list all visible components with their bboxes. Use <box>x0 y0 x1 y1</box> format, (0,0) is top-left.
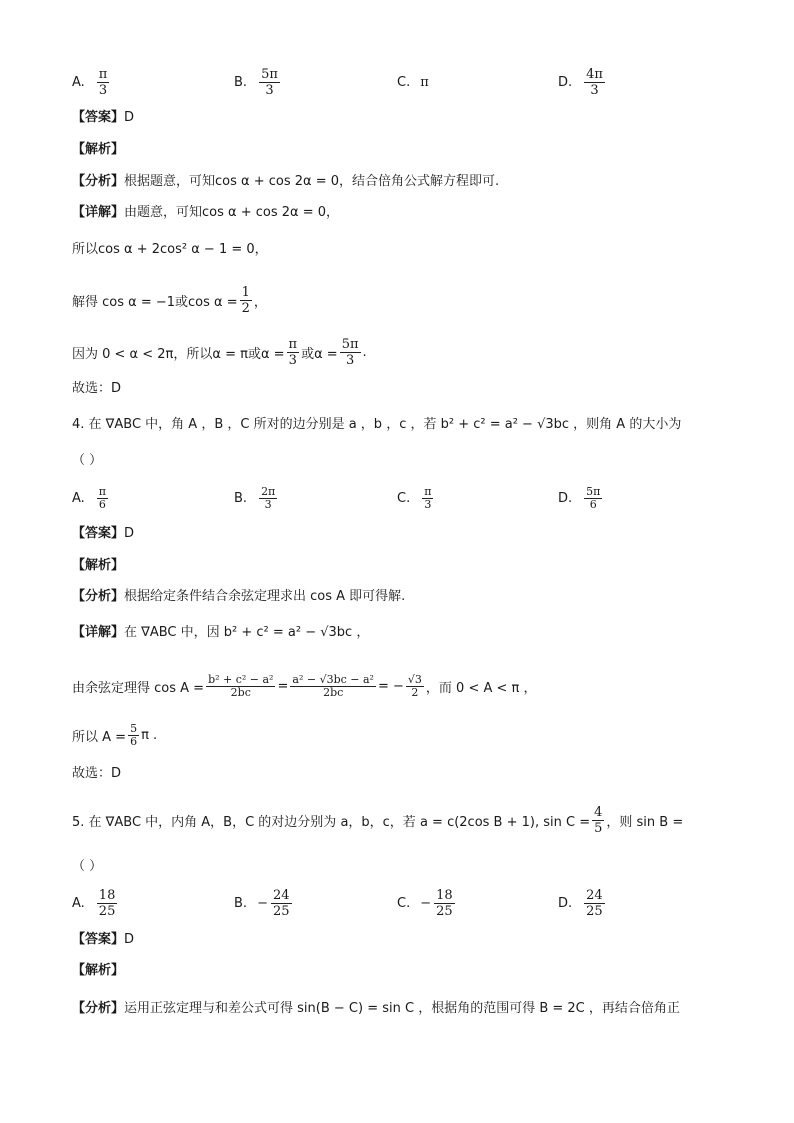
q4-analysis-tag <box>72 557 124 575</box>
answer-value: D <box>124 110 135 125</box>
q3-option-d <box>558 61 607 103</box>
fraction-denominator: 2 <box>411 685 419 699</box>
step-text: . <box>362 344 367 360</box>
q3-option-c <box>397 61 429 103</box>
fraction-numerator: 5π <box>341 336 359 352</box>
option-label: A. <box>72 490 85 506</box>
question-stem: ，则 sin B = <box>606 814 684 830</box>
option-value: π <box>420 74 429 90</box>
q3-xiangjie <box>72 204 339 222</box>
q4-options <box>72 477 732 519</box>
fraction-denominator: 25 <box>272 903 290 919</box>
q3-answer <box>72 109 134 127</box>
xiangjie-text: 由题意，可知cos α + cos 2α = 0， <box>124 205 340 220</box>
minus-sign: − <box>257 895 268 911</box>
option-label: D. <box>558 74 573 90</box>
q4-stem <box>72 416 681 434</box>
fraction-denominator: 3 <box>264 497 272 511</box>
fraction-denominator: 25 <box>436 903 453 919</box>
q5-analysis-tag <box>72 962 124 980</box>
analysis-tag: 【解析】 <box>72 558 125 573</box>
q5-answer <box>72 931 134 949</box>
q3-fenxi <box>72 173 499 191</box>
q3-option-a <box>72 61 111 103</box>
q3-option-b <box>234 61 282 103</box>
fenxi-text: 运用正弦定理与和差公式可得 sin(B − C) = sin C ，根据角的范围可得 B = 2C ，再结合倍角正 <box>124 1001 680 1016</box>
q3-step1 <box>72 241 268 259</box>
step-text: 所以cos α + 2cos² α − 1 = 0， <box>72 242 268 257</box>
fraction-numerator: π <box>98 66 108 82</box>
conclusion-text: 故选：D <box>72 381 122 396</box>
q3-analysis-tag <box>72 141 124 159</box>
fraction-denominator: 5 <box>594 820 603 836</box>
step-text: 由余弦定理得 cos A = <box>72 680 205 696</box>
equals-sign: = − <box>377 678 404 694</box>
q4-paren <box>72 452 102 470</box>
fraction-denominator: 3 <box>424 497 432 511</box>
q5-option-c <box>397 882 457 924</box>
q4-conclusion <box>72 765 121 783</box>
option-label: B. <box>234 74 248 90</box>
answer-tag: 【答案】 <box>72 526 125 541</box>
fraction-denominator: 6 <box>589 497 597 511</box>
fraction-denominator: 2bc <box>323 685 344 699</box>
step-text: 因为 0 < α < 2π，所以α = π或α = <box>72 346 285 362</box>
q4-option-c <box>397 477 435 519</box>
fraction-numerator: 1 <box>241 284 250 300</box>
equals-sign: = <box>277 678 289 694</box>
fraction-numerator: 5π <box>586 484 601 498</box>
answer-blank: （ ） <box>72 453 103 468</box>
fraction-numerator: 18 <box>98 887 116 903</box>
option-label: A. <box>72 74 85 90</box>
q4-xiangjie <box>72 624 369 642</box>
xiangjie-text: 在 ∇ABC 中，因 b² + c² = a² − √3bc ， <box>124 625 370 640</box>
q4-option-b <box>234 477 279 519</box>
fraction-numerator: a² − √3bc − a² <box>292 672 374 686</box>
fenxi-text: 根据题意，可知cos α + cos 2α = 0，结合倍角公式解方程即可. <box>124 174 500 189</box>
option-label: A. <box>72 895 85 911</box>
fraction-denominator: 3 <box>288 352 297 368</box>
q4-step1 <box>72 664 536 708</box>
answer-value: D <box>124 932 135 947</box>
fraction-numerator: 18 <box>436 887 453 903</box>
fraction-denominator: 6 <box>98 497 106 511</box>
q3-step3 <box>72 332 367 372</box>
step-text: ，而 0 < A < π ， <box>425 680 537 696</box>
option-label: C. <box>397 74 411 90</box>
fraction-numerator: 24 <box>586 887 603 903</box>
fraction-numerator: b² + c² − a² <box>208 672 274 686</box>
fraction-denominator: 3 <box>345 352 355 368</box>
q5-option-b <box>234 882 294 924</box>
fraction-numerator: π <box>98 484 107 498</box>
q4-option-d <box>558 477 604 519</box>
minus-sign: − <box>420 895 432 911</box>
q5-options <box>72 882 732 924</box>
q5-fenxi <box>72 1000 680 1018</box>
option-label: D. <box>558 490 573 506</box>
q3-options <box>72 61 732 103</box>
q4-option-a <box>72 477 110 519</box>
q4-step2 <box>72 717 157 753</box>
answer-tag: 【答案】 <box>72 932 125 947</box>
q3-step2 <box>72 280 267 320</box>
option-label: B. <box>234 490 248 506</box>
fenxi-tag: 【分析】 <box>72 174 125 189</box>
fraction-denominator: 25 <box>586 903 603 919</box>
xiangjie-tag: 【详解】 <box>72 205 125 220</box>
fraction-numerator: 5 <box>130 721 138 735</box>
fraction-numerator: 2π <box>261 484 276 498</box>
fenxi-tag: 【分析】 <box>72 589 125 604</box>
answer-tag: 【答案】 <box>72 110 125 125</box>
conclusion-text: 故选：D <box>72 766 122 781</box>
step-text: ， <box>253 294 267 310</box>
q5-option-a <box>72 882 119 924</box>
step-text: π . <box>141 727 158 743</box>
q5-stem <box>72 800 683 840</box>
answer-value: D <box>124 526 135 541</box>
fraction-numerator: 4 <box>594 804 603 820</box>
analysis-tag: 【解析】 <box>72 963 125 978</box>
q3-conclusion <box>72 380 121 398</box>
question-stem: 4. 在 ∇ABC 中，角 A ，B ，C 所对的边分别是 a ，b ，c ，若 b² + c² = a² − √3bc ，则角 A 的大小为 <box>72 417 682 432</box>
fraction-numerator: 4π <box>586 66 603 82</box>
fraction-numerator: 5π <box>261 66 278 82</box>
step-text: 或α = <box>301 346 338 362</box>
question-stem: 5. 在 ∇ABC 中，内角 A，B，C 的对边分别为 a，b，c，若 a = c(2cos B + 1), sin C = <box>72 814 591 830</box>
fraction-numerator: 24 <box>272 887 290 903</box>
fenxi-tag: 【分析】 <box>72 1001 125 1016</box>
fraction-numerator: π <box>424 484 432 498</box>
q5-paren <box>72 858 102 876</box>
option-label: D. <box>558 895 573 911</box>
fraction-numerator: π <box>288 336 298 352</box>
step-text: 解得 cos α = −1或cos α = <box>72 294 238 310</box>
fraction-denominator: 3 <box>590 82 599 98</box>
fenxi-text: 根据给定条件结合余弦定理求出 cos A 即可得解. <box>124 589 406 604</box>
q4-answer <box>72 525 134 543</box>
xiangjie-tag: 【详解】 <box>72 625 125 640</box>
fraction-numerator: √3 <box>407 672 422 686</box>
answer-blank: （ ） <box>72 859 103 874</box>
fraction-denominator: 3 <box>265 82 274 98</box>
fraction-denominator: 2 <box>241 300 250 316</box>
fraction-denominator: 6 <box>130 734 138 748</box>
fraction-denominator: 25 <box>98 903 116 919</box>
option-label: B. <box>234 895 248 911</box>
option-label: C. <box>397 490 411 506</box>
option-label: C. <box>397 895 411 911</box>
q4-fenxi <box>72 588 405 606</box>
fraction-denominator: 2bc <box>230 685 251 699</box>
step-text: 所以 A = <box>72 729 127 745</box>
fraction-denominator: 3 <box>98 82 108 98</box>
q5-option-d <box>558 882 607 924</box>
analysis-tag: 【解析】 <box>72 142 125 157</box>
